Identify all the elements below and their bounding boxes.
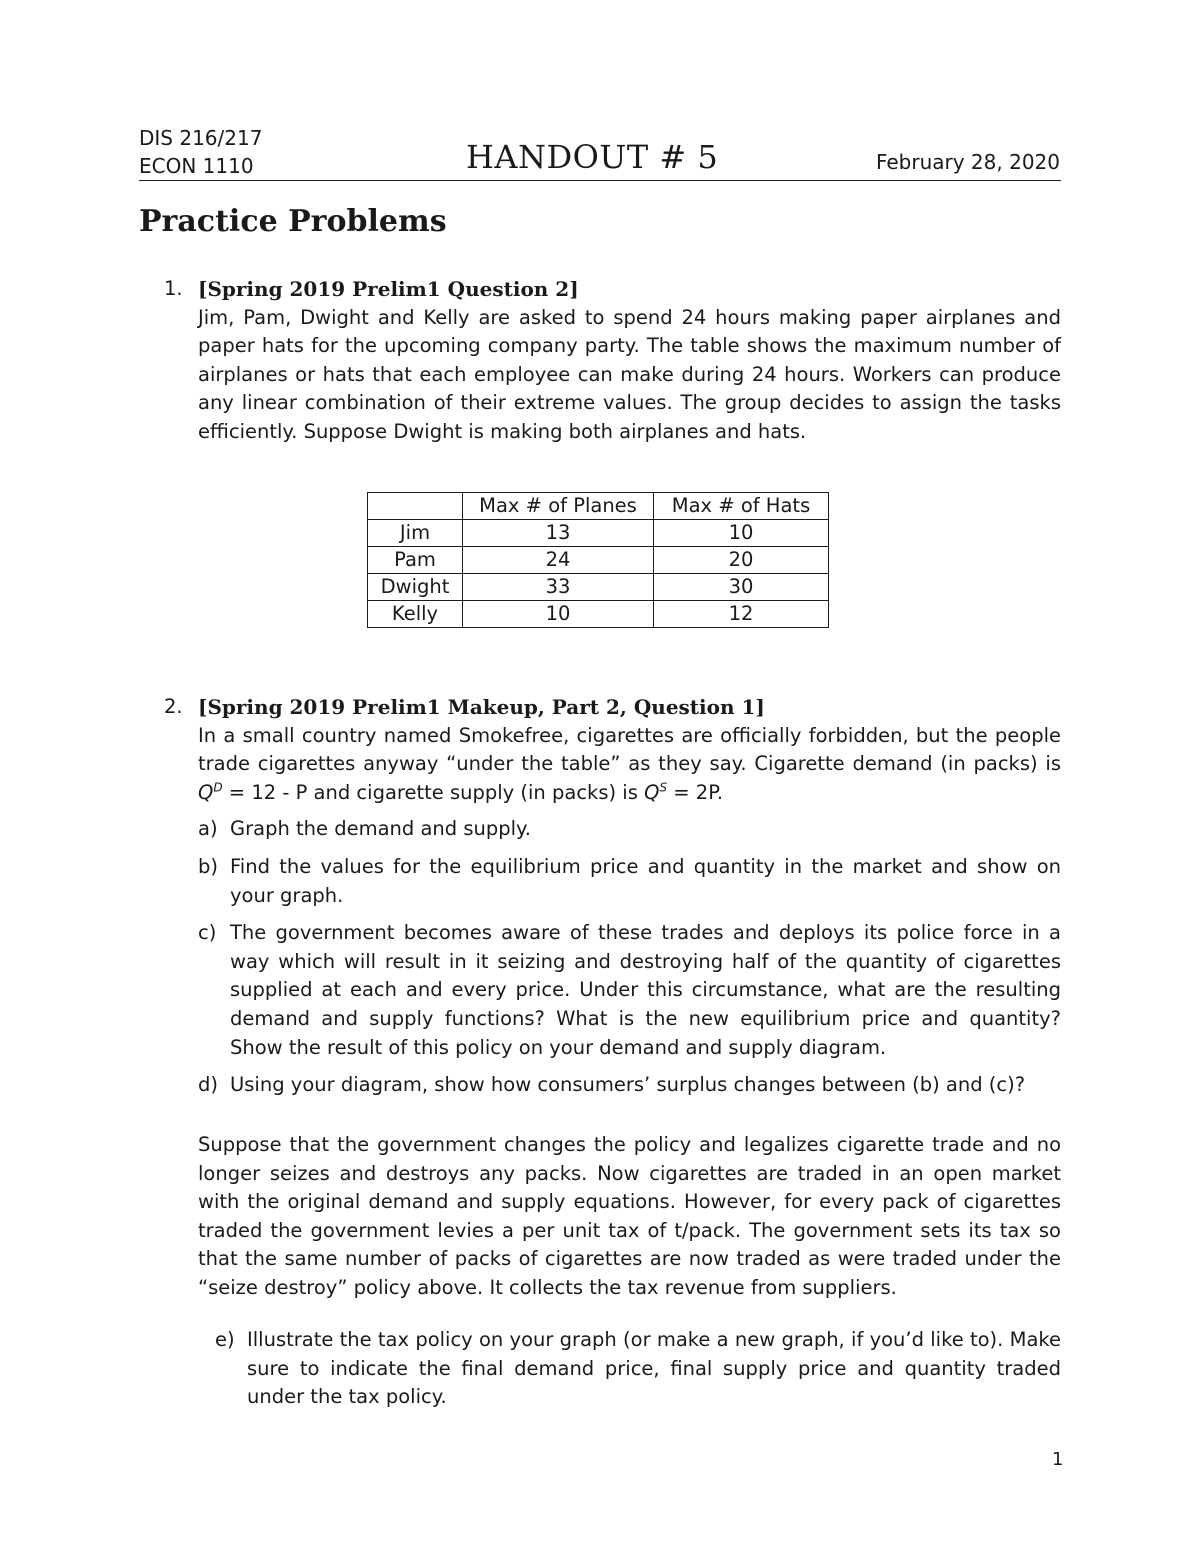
table-cell: 10 [463,601,654,628]
table-row [368,601,829,628]
question-number: 2. [164,695,183,718]
course-info [139,124,262,180]
table-row [368,520,829,547]
table-cell: 20 [654,547,829,574]
list-item: d) Using your diagram, show how consumers’ surplus changes between (b) and (c)? [198,1073,1026,1097]
policy-paragraph: Suppose that the government changes the policy and legalizes cigarette trade and no longer seizes and destroys any packs. Now cigarettes are traded in an open market with the original demand and supply equations. However, for every pack of cigarettes traded the government levies a per unit tax of t/pack. The government sets its tax so that the same number of packs of cigarettes are now traded as were traded under the “seize destroy” policy above. It collects the tax revenue from suppliers. [198,1133,1061,1299]
question-1 [164,275,1061,447]
table-cell: Pam [368,547,463,574]
question-source: [Spring 2019 Prelim1 Question 2] [198,277,579,301]
question-source: [Spring 2019 Prelim1 Makeup, Part 2, Question 1] [198,695,765,719]
table-header-row [368,493,829,520]
table-cell: Dwight [368,574,463,601]
list-item: c) The government becomes aware of these trades and deploys its police force in a way which will result in it seizing and destroying half of the quantity of cigarettes supplied at each and every price. Under this circumstance, what are the resulting demand and supply functions? What is the new equilibrium price and quantity? Show the result of this policy on your demand and supply diagram. [198,921,1061,1059]
table-cell: Kelly [368,601,463,628]
table-row [368,574,829,601]
question-text: Jim, Pam, Dwight and Kelly are asked to spend 24 hours making paper airplanes and paper hats for the upcoming company party. The table shows the maximum number of airplanes or hats that each employee can make during 24 hours. Workers can produce any linear combination of their extreme values. The group decides to assign the tasks efficiently. Suppose Dwight is making both airplanes and hats. [198,305,1061,443]
handout-date: February 28, 2020 [875,150,1060,174]
header-rule [139,180,1061,181]
table-cell: 30 [654,574,829,601]
question-intro: In a small country named Smokefree, cigarettes are officially forbidden, but the people trade cigarettes anyway “under the table” as they say. Cigarette demand (in packs) is $Q^D = 12 - P$ and cigarette supply (in packs) is $Q^S = 2P$. [198,723,1061,804]
table-cell: 10 [654,520,829,547]
table-header-cell: Max # of Hats [654,493,829,520]
page-number: 1 [1052,1449,1064,1470]
question-parts [198,815,1061,1099]
table-cell: Jim [368,520,463,547]
table-header-cell [368,493,463,520]
table-cell: 12 [654,601,829,628]
list-item: b) Find the values for the equilibrium price and quantity in the market and show on your graph. [198,854,1061,907]
table-cell: 33 [463,574,654,601]
production-table [367,492,829,628]
question-2 [164,693,1061,1109]
table-cell: 13 [463,520,654,547]
question-number: 1. [164,277,183,300]
list-item: a) Graph the demand and supply. [198,817,532,841]
handout-title: HANDOUT # 5 [466,138,719,176]
part-e: e) Illustrate the tax policy on your graph (or make a new graph, if you’d like to). Make sure to indicate the final demand price, final supply price and quantity traded under the tax policy. [215,1328,1061,1409]
table-header-cell: Max # of Planes [463,493,654,520]
table-row [368,547,829,574]
section-title: Practice Problems [139,204,447,239]
course-line-1: DIS 216/217 [139,126,263,150]
table-cell: 24 [463,547,654,574]
course-line-2: ECON 1110 [139,154,254,178]
